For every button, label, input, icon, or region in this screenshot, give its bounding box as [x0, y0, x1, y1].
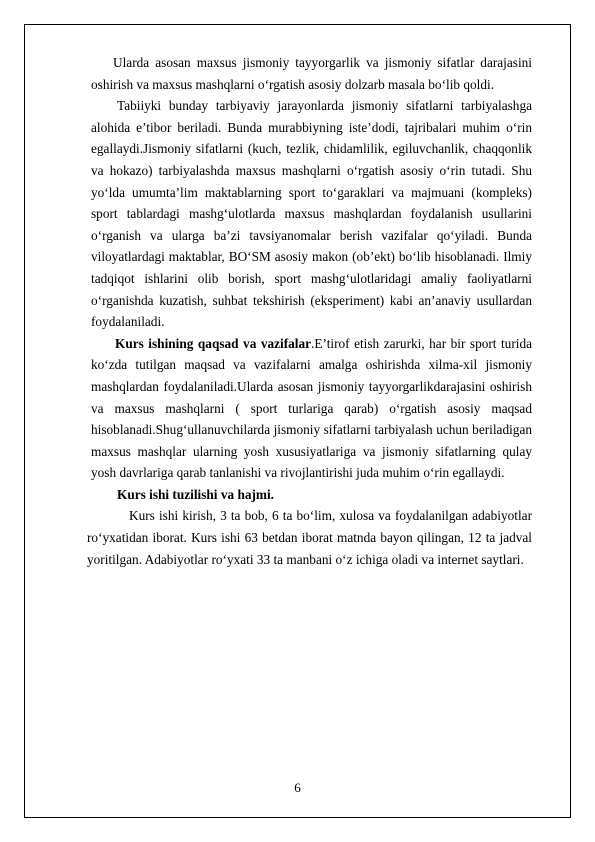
page-number: 6	[294, 780, 301, 795]
paragraph-goals	[91, 333, 532, 484]
paragraph-methods: Tabiiyki bunday tarbiyaviy jarayonlarda jismoniy sifatlarni tarbiyalashga alohida e’tibor beriladi. Bunda murabbiyning iste’dodi, tajribalari muhim o‘rin egallaydi.Jismoniy sifatlarni (kuch, tezlik, chidamlilik, egiluvchanlik, chaqqonlik va hokazo) tarbiyalashda maxsus mashqlarni o‘rgatish asosiy o‘rin tutadi. Shu yo‘lda umumta’lim maktablarning sport to‘garaklari va majmuani (kompleks) sport tablardagi mashg‘ulotlarda maxsus mashqlardan foydalanish usullarini o‘rganish va ularga ba’zi tavsiyanomalar berish vazifalar qo‘yiladi. Bunda viloyatlardagi maktablar, BO‘SM asosiy makon (ob’ekt) bo‘lib hisoblanadi. Ilmiy tadqiqot ishlarini olib borish, sport mashg‘ulotlaridagi amaliy faoliyatlarni o‘rganishda kuzatish, suhbat tekshirish (eksperiment) kabi an’anaviy usullardan foydalaniladi.	[91, 98, 532, 330]
structure-heading: Kurs ishi tuzilishi va hajmi.	[117, 486, 275, 502]
paragraph-structure: Kurs ishi kirish, 3 ta bob, 6 ta bo‘lim, xulosa va foydalanilgan adabiyotlar ro‘yxatidan iborat. Kurs ishi 63 betdan iborat matnda bayon qilingan, 12 ta jadval yoritilgan. Adabiyotlar ro‘yxati 33 ta manbani o‘z ichiga oladi va internet saytlari.	[87, 508, 532, 567]
paragraph-intro: Ularda asosan maxsus jismoniy tayyorgarlik va jismoniy sifatlar darajasini oshirish va maxsus mashqlarni o‘rgatish asosiy dolzarb masala bo‘lib qoldi.	[91, 55, 532, 92]
goals-heading: Kurs ishining qaqsad va vazifalar	[115, 335, 312, 351]
goals-text: .E’tirof etish zarurki, har bir sport turida ko‘zda tutilgan maqsad va vazifalarni amalga oshirishda xilma-xil jismoniy mashqlardan foydalaniladi.Ularda asosan jismoniy tayyorgarlikdarajasini oshirish va maxsus mashqlarni ( sport turlariga qarab) o‘rgatish asosiy maqsad hisoblanadi.Shug‘ullanuvchilarda jismoniy sifatlarni tarbiyalash uchun beriladigan maxsus mashqlar ularning yosh xususiyatlariga va jismoniy sifatlarning qulay yosh davrlariga qarab tanlanishi va rivojlantirishi juda muhim o‘rin egallaydi.	[91, 335, 533, 481]
document-body	[87, 52, 533, 570]
